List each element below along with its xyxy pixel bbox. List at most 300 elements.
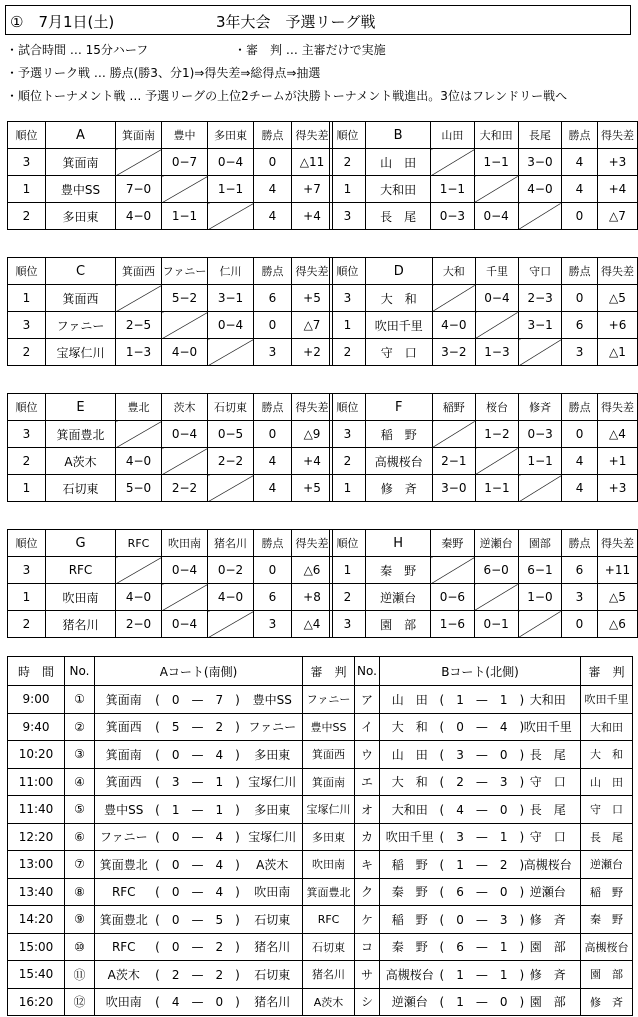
team-row: [330, 557, 638, 584]
self-match-diagonal: [519, 339, 562, 366]
match-score: 0−1: [474, 611, 518, 638]
goal-diff-cell: △6: [292, 557, 333, 584]
group-name: D: [365, 258, 432, 285]
no-header: No.: [355, 657, 380, 686]
team-name: 吹田千里: [365, 312, 432, 339]
opponent-header: 石切東: [208, 394, 254, 421]
match-score: 4−0: [116, 448, 162, 475]
opponent-header: 大和: [432, 258, 475, 285]
home-team: 秦 野: [380, 933, 440, 961]
team-name: 稲 野: [365, 421, 432, 448]
opponent-header: 茨木: [162, 394, 208, 421]
match-number: ク: [355, 878, 380, 906]
schedule-row: [8, 686, 633, 714]
self-match-diagonal: [162, 448, 208, 475]
diff-header: 得失差: [597, 122, 637, 149]
points-cell: 6: [254, 285, 292, 312]
points-cell: 6: [562, 557, 598, 584]
away-team: ファニー: [243, 713, 303, 741]
rank-header: 順位: [330, 122, 366, 149]
team-row: [8, 475, 333, 502]
home-team: RFC: [95, 878, 153, 906]
match-score: 1−3: [116, 339, 162, 366]
diff-header: 得失差: [292, 258, 333, 285]
points-cell: 3: [562, 339, 598, 366]
away-team: 園 部: [516, 933, 581, 961]
note-referee: ・審 判 … 主審だけで実施: [234, 43, 386, 57]
match-score: 1−6: [431, 611, 474, 638]
goal-diff-cell: +4: [292, 448, 333, 475]
referee-team: 逆瀬台: [581, 851, 633, 879]
match-score: ( 4 — 0 ): [153, 988, 243, 1016]
rank-cell: 1: [330, 176, 366, 203]
match-score: 5−2: [162, 285, 208, 312]
match-number: ③: [65, 741, 95, 769]
match-time: 14:20: [8, 906, 65, 934]
match-number: ⑥: [65, 823, 95, 851]
opponent-header: 守口: [519, 258, 562, 285]
home-team: 豊中SS: [95, 796, 153, 824]
match-score: 0−7: [162, 149, 208, 176]
match-score: 0−5: [208, 421, 254, 448]
team-row: [330, 203, 638, 230]
opponent-header: 豊中: [162, 122, 208, 149]
referee-team: 多田東: [303, 823, 355, 851]
match-number: ⑪: [65, 961, 95, 989]
referee-team: 吹田千里: [581, 686, 633, 714]
match-score: 2−1: [432, 448, 475, 475]
rank-cell: 3: [330, 285, 366, 312]
match-score: 1−1: [474, 149, 518, 176]
rank-cell: 1: [330, 557, 366, 584]
match-score: ( 0 — 5 ): [153, 906, 243, 934]
self-match-diagonal: [474, 176, 518, 203]
team-name: ファニー: [46, 312, 116, 339]
points-cell: 4: [254, 448, 292, 475]
match-score: 1−3: [475, 339, 518, 366]
match-score: 0−4: [474, 203, 518, 230]
points-cell: 4: [562, 475, 598, 502]
referee-header: 審 判: [303, 657, 355, 686]
team-name: 箕面南: [46, 149, 116, 176]
rank-cell: 1: [8, 475, 46, 502]
home-team: 大 和: [380, 713, 440, 741]
opponent-header: 豊北: [116, 394, 162, 421]
team-name: 多田東: [46, 203, 116, 230]
self-match-diagonal: [518, 203, 561, 230]
match-score: 1−1: [208, 176, 254, 203]
match-time: 11:00: [8, 768, 65, 796]
home-team: 箕面南: [95, 686, 153, 714]
team-name: 吹田南: [46, 584, 116, 611]
referee-team: 高槻桜台: [581, 933, 633, 961]
team-name: 園 部: [365, 611, 430, 638]
match-number: ⑧: [65, 878, 95, 906]
match-score: 1−0: [518, 584, 561, 611]
team-row: [8, 611, 333, 638]
opponent-header: 山田: [431, 122, 474, 149]
match-time: 13:40: [8, 878, 65, 906]
match-score: ( 0 — 4 ): [153, 741, 243, 769]
team-row: [330, 339, 638, 366]
rank-header: 順位: [330, 394, 366, 421]
match-time: 15:00: [8, 933, 65, 961]
self-match-diagonal: [431, 149, 474, 176]
goal-diff-cell: +4: [597, 176, 637, 203]
points-header: 勝点: [562, 394, 598, 421]
away-team: 猪名川: [243, 988, 303, 1016]
referee-team: 秦 野: [581, 906, 633, 934]
home-team: 稲 野: [380, 851, 440, 879]
match-score: 4−0: [208, 584, 254, 611]
schedule-row: [8, 741, 633, 769]
away-team: 吹田南: [243, 878, 303, 906]
points-cell: 0: [254, 557, 292, 584]
referee-team: 山 田: [581, 768, 633, 796]
team-row: [330, 611, 638, 638]
opponent-header: 箕面西: [116, 258, 162, 285]
goal-diff-cell: +11: [597, 557, 637, 584]
no-header: No.: [65, 657, 95, 686]
points-header: 勝点: [562, 530, 598, 557]
match-score: 3−0: [518, 149, 561, 176]
match-number: シ: [355, 988, 380, 1016]
away-team: 多田東: [243, 796, 303, 824]
match-score: 2−2: [208, 448, 254, 475]
team-name: 大 和: [365, 285, 432, 312]
team-row: [330, 149, 638, 176]
points-cell: 4: [254, 475, 292, 502]
match-score: ( 6 — 0 ): [440, 878, 516, 906]
match-score: ( 1 — 0 ): [440, 988, 516, 1016]
goal-diff-cell: +3: [597, 475, 637, 502]
match-number: ⑫: [65, 988, 95, 1016]
rank-cell: 1: [8, 176, 46, 203]
diff-header: 得失差: [597, 258, 637, 285]
referee-team: 吹田南: [303, 851, 355, 879]
home-team: 吹田南: [95, 988, 153, 1016]
match-score: 7−0: [116, 176, 162, 203]
match-score: 1−1: [475, 475, 518, 502]
match-score: 4−0: [432, 312, 475, 339]
match-score: 5−0: [116, 475, 162, 502]
team-row: [8, 584, 333, 611]
opponent-header: 吹田南: [162, 530, 208, 557]
schedule-row: [8, 823, 633, 851]
points-cell: 4: [562, 448, 598, 475]
match-score: ( 3 — 0 ): [440, 741, 516, 769]
rank-cell: 3: [330, 611, 366, 638]
points-cell: 6: [562, 312, 598, 339]
group-table-c: [7, 257, 333, 366]
match-score: ( 6 — 1 ): [440, 933, 516, 961]
goal-diff-cell: △6: [597, 611, 637, 638]
goal-diff-cell: +3: [597, 149, 637, 176]
points-cell: 4: [562, 176, 598, 203]
home-team: 逆瀬台: [380, 988, 440, 1016]
group-header-row: [8, 122, 333, 149]
team-name: 猪名川: [46, 611, 116, 638]
rank-cell: 3: [330, 203, 366, 230]
away-team: 守 口: [516, 823, 581, 851]
goal-diff-cell: △5: [597, 584, 637, 611]
opponent-header: 仁川: [208, 258, 254, 285]
match-score: ( 1 — 1 ): [153, 796, 243, 824]
group-name: C: [46, 258, 116, 285]
schedule-row: [8, 851, 633, 879]
self-match-diagonal: [475, 312, 518, 339]
group-header-row: [8, 258, 333, 285]
match-score: 0−4: [162, 421, 208, 448]
goal-diff-cell: +5: [292, 475, 333, 502]
group-header-row: [8, 394, 333, 421]
points-header: 勝点: [254, 258, 292, 285]
match-score: 4−0: [518, 176, 561, 203]
goal-diff-cell: +7: [292, 176, 333, 203]
team-name: A茨木: [46, 448, 116, 475]
match-score: 2−3: [519, 285, 562, 312]
referee-team: 石切東: [303, 933, 355, 961]
points-header: 勝点: [562, 258, 598, 285]
goal-diff-cell: △4: [597, 421, 637, 448]
match-score: ( 3 — 1 ): [440, 823, 516, 851]
opponent-header: 秦野: [431, 530, 474, 557]
referee-team: 修 斉: [581, 988, 633, 1016]
match-score: 2−0: [116, 611, 162, 638]
team-row: [8, 312, 333, 339]
match-score: 4−0: [116, 584, 162, 611]
match-score: ( 5 — 2 ): [153, 713, 243, 741]
match-score: ( 2 — 2 ): [153, 961, 243, 989]
match-time: 9:40: [8, 713, 65, 741]
rank-cell: 1: [330, 312, 366, 339]
team-name: 修 斉: [365, 475, 432, 502]
goal-diff-cell: △11: [292, 149, 333, 176]
match-number: ア: [355, 686, 380, 714]
match-number: キ: [355, 851, 380, 879]
goal-diff-cell: +5: [292, 285, 333, 312]
opponent-header: 修斉: [519, 394, 562, 421]
diff-header: 得失差: [597, 530, 637, 557]
away-team: 長 尾: [516, 741, 581, 769]
rank-header: 順位: [330, 530, 366, 557]
match-score: 2−5: [116, 312, 162, 339]
goal-diff-cell: △4: [292, 611, 333, 638]
points-cell: 4: [562, 149, 598, 176]
away-team: 大和田: [516, 686, 581, 714]
away-team: 吹田千里: [516, 713, 581, 741]
self-match-diagonal: [519, 475, 562, 502]
match-score: 0−4: [475, 285, 518, 312]
rank-cell: 3: [8, 149, 46, 176]
goal-diff-cell: △7: [597, 203, 637, 230]
group-table-a: [7, 121, 333, 230]
team-row: [330, 285, 638, 312]
goal-diff-cell: △5: [597, 285, 637, 312]
match-number: ウ: [355, 741, 380, 769]
match-time: 16:20: [8, 988, 65, 1016]
opponent-header: 逆瀬台: [474, 530, 518, 557]
self-match-diagonal: [208, 611, 254, 638]
self-match-diagonal: [162, 584, 208, 611]
team-row: [8, 176, 333, 203]
match-score: 0−6: [431, 584, 474, 611]
court-b-header: Bコート(北側): [380, 657, 581, 686]
home-team: 箕面南: [95, 741, 153, 769]
home-team: 箕面西: [95, 768, 153, 796]
match-score: ( 0 — 2 ): [153, 933, 243, 961]
match-number: エ: [355, 768, 380, 796]
match-time: 9:00: [8, 686, 65, 714]
team-name: 豊中SS: [46, 176, 116, 203]
self-match-diagonal: [116, 421, 162, 448]
team-name: 長 尾: [365, 203, 430, 230]
away-team: 猪名川: [243, 933, 303, 961]
goal-diff-cell: +2: [292, 339, 333, 366]
note-league-ranking: ・予選リーク戦 … 勝点(勝3、分1)⇒得失差⇒総得点⇒抽選: [6, 66, 321, 80]
match-number: ケ: [355, 906, 380, 934]
team-row: [8, 339, 333, 366]
team-name: 秦 野: [365, 557, 430, 584]
goal-diff-cell: △9: [292, 421, 333, 448]
schedule-row: [8, 768, 633, 796]
match-score: 6−1: [518, 557, 561, 584]
home-team: ファニー: [95, 823, 153, 851]
team-row: [330, 448, 638, 475]
match-number: カ: [355, 823, 380, 851]
referee-team: 宝塚仁川: [303, 796, 355, 824]
match-score: 3−2: [432, 339, 475, 366]
event-title: 3年大会 予選リーグ戦: [216, 13, 376, 31]
points-cell: 3: [254, 611, 292, 638]
note-text: ・試合時間 … 15分ハーフ: [6, 43, 149, 57]
match-number: ②: [65, 713, 95, 741]
points-cell: 3: [562, 584, 598, 611]
group-name: B: [365, 122, 430, 149]
match-score: ( 3 — 1 ): [153, 768, 243, 796]
away-team: 修 斉: [516, 906, 581, 934]
schedule-row: [8, 933, 633, 961]
opponent-header: 大和田: [474, 122, 518, 149]
points-header: 勝点: [254, 122, 292, 149]
rank-header: 順位: [8, 530, 46, 557]
match-time: 12:20: [8, 823, 65, 851]
match-number: コ: [355, 933, 380, 961]
away-team: 園 部: [516, 988, 581, 1016]
team-name: 箕面豊北: [46, 421, 116, 448]
match-score: 1−1: [431, 176, 474, 203]
group-name: F: [365, 394, 432, 421]
team-row: [330, 584, 638, 611]
match-time: 15:40: [8, 961, 65, 989]
opponent-header: 箕面南: [116, 122, 162, 149]
group-header-row: [330, 122, 638, 149]
opponent-header: ファニー: [162, 258, 208, 285]
group-name: E: [46, 394, 116, 421]
match-score: 4−0: [116, 203, 162, 230]
court-a-header: Aコート(南側): [95, 657, 303, 686]
self-match-diagonal: [162, 312, 208, 339]
home-team: 箕面西: [95, 713, 153, 741]
group-table-h: [329, 529, 638, 638]
goal-diff-cell: △1: [597, 339, 637, 366]
match-time: 10:20: [8, 741, 65, 769]
referee-team: 箕面南: [303, 768, 355, 796]
self-match-diagonal: [431, 557, 474, 584]
match-score: 4−0: [162, 339, 208, 366]
schedule-row: [8, 878, 633, 906]
points-cell: 0: [562, 203, 598, 230]
referee-team: 大 和: [581, 741, 633, 769]
goal-diff-cell: +6: [597, 312, 637, 339]
group-table-e: [7, 393, 333, 502]
goal-diff-cell: +1: [597, 448, 637, 475]
match-score: 6−0: [474, 557, 518, 584]
points-cell: 0: [562, 421, 598, 448]
away-team: 豊中SS: [243, 686, 303, 714]
team-row: [8, 149, 333, 176]
match-score: 2−2: [162, 475, 208, 502]
time-header: 時 間: [8, 657, 65, 686]
self-match-diagonal: [116, 149, 162, 176]
rank-cell: 2: [330, 448, 366, 475]
match-score: 0−3: [431, 203, 474, 230]
referee-team: 守 口: [581, 796, 633, 824]
group-header-row: [330, 394, 638, 421]
self-match-diagonal: [208, 203, 254, 230]
points-cell: 6: [254, 584, 292, 611]
referee-team: 猪名川: [303, 961, 355, 989]
self-match-diagonal: [518, 611, 561, 638]
points-cell: 0: [254, 312, 292, 339]
schedule-row: [8, 713, 633, 741]
schedule-header-row: [8, 657, 633, 686]
self-match-diagonal: [208, 475, 254, 502]
points-cell: 0: [562, 285, 598, 312]
referee-team: 箕面豊北: [303, 878, 355, 906]
home-team: 大和田: [380, 796, 440, 824]
rank-cell: 1: [8, 584, 46, 611]
match-score: ( 0 — 7 ): [153, 686, 243, 714]
match-number: ⑦: [65, 851, 95, 879]
match-number: ⑩: [65, 933, 95, 961]
match-score: ( 1 — 1 ): [440, 686, 516, 714]
team-row: [8, 421, 333, 448]
team-row: [8, 203, 333, 230]
goal-diff-cell: +4: [292, 203, 333, 230]
referee-header: 審 判: [581, 657, 633, 686]
home-team: 稲 野: [380, 906, 440, 934]
match-time: 11:40: [8, 796, 65, 824]
rank-cell: 1: [330, 475, 366, 502]
match-number: ④: [65, 768, 95, 796]
group-table-d: [329, 257, 638, 366]
opponent-header: 猪名川: [208, 530, 254, 557]
rank-cell: 2: [8, 611, 46, 638]
team-row: [330, 312, 638, 339]
referee-team: 長 尾: [581, 823, 633, 851]
opponent-header: 桜台: [475, 394, 518, 421]
match-number: ①: [65, 686, 95, 714]
match-score: 0−4: [208, 312, 254, 339]
referee-team: 稲 野: [581, 878, 633, 906]
match-score: 0−4: [162, 557, 208, 584]
rank-cell: 1: [8, 285, 46, 312]
rank-cell: 3: [8, 421, 46, 448]
team-row: [8, 285, 333, 312]
match-score: 1−1: [162, 203, 208, 230]
rank-cell: 2: [330, 584, 366, 611]
